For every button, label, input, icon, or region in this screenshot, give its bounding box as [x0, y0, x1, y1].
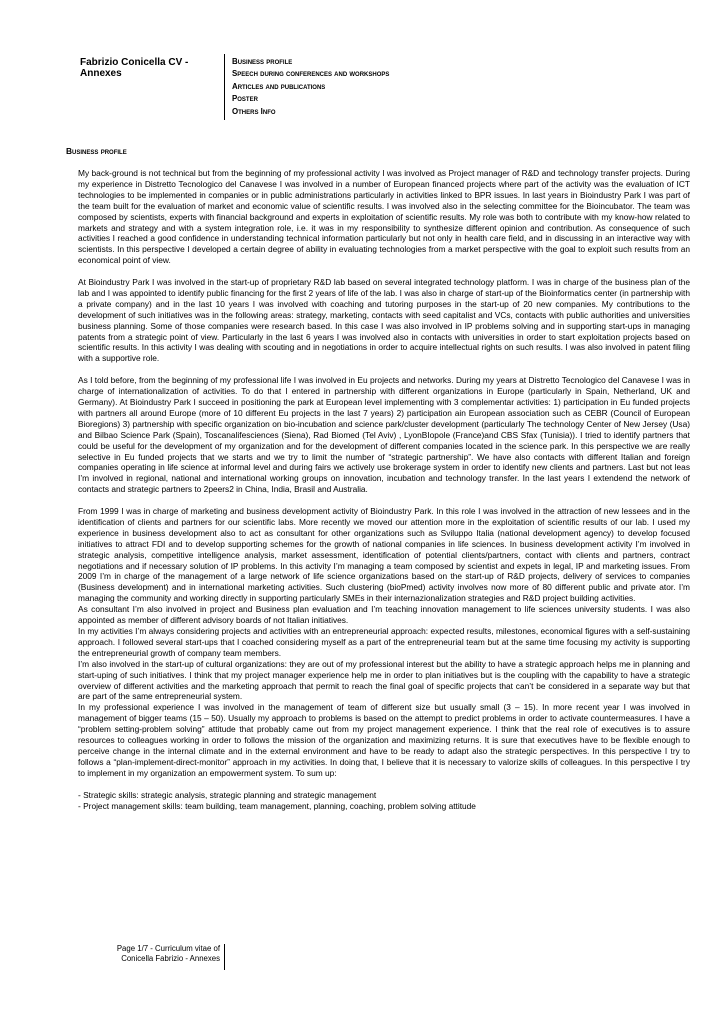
link-speech-conferences[interactable]: Speech during conferences and workshops: [232, 69, 390, 79]
section-title: Business profile: [66, 146, 127, 156]
paragraph: In my activities I’m always considering projects and activities with an entrepreneurial approach: expected results, milestones, economical figures with a self-sustaining approach. I followed several start-ups that I coached considering myself as a part of the entrepreneurial team but at the same time focusing my activity is supporting the entrepreneurial growth of company team members.: [78, 626, 690, 658]
footer-divider: [224, 944, 225, 970]
list-item: - Project management skills: team building, team management, planning, coaching, problem solving attitude: [78, 800, 476, 811]
paragraph: In my professional experience I was involved in the management of team of different size but usually small (3 – 15). In more recent year I was involved in management of bigger teams (15 – 50). Usually my approach to problems is based on the attempt to predict problems in order to activate countermeasures. I have a “problem setting-problem solving” attitude that probably came out from my project management experience. I think that the real role of executives is to assure resources to colleagues working in order to follows the mission of the organization and maximizing returns. It is sure that executives have to be flexible enough to perceive change in the internal climate and in the external environment and have to be ready to adapt also the strategic perspectives. In this perspective I try to follows a “plan-implement-direct-monitor” approach in my activities. In doing that, I believe that it is necessary to valorize skills of colleagues. In this perspective I try to implement in my organization an empowerment system. To sum up:: [78, 702, 690, 778]
link-articles-publications[interactable]: Articles and publications: [232, 81, 326, 91]
header-divider: [224, 54, 225, 120]
link-poster[interactable]: Poster: [232, 94, 258, 104]
footer-line: Page 1/7 - Curriculum vitae of: [116, 944, 220, 953]
list-item: - Strategic skills: strategic analysis, strategic planning and strategic management: [78, 789, 377, 800]
paragraph: I’m also involved in the start-up of cultural organizations: they are out of my professional interest but the ability to have a strategic approach helps me in planning and start-uping of such initiatives. I think that my project manager experience help me in order to plan initiatives but is the coupling with the capability to have a strategic overview of different activities and the marketing approach that permit to reach the final goal of specific projects that can’t be considered in a separate way but that are part of the same entrepreneurial system.: [78, 658, 690, 702]
footer-text: [20, 944, 220, 964]
document-title: Fabrizio Conicella CV - Annexes: [80, 57, 189, 79]
footer-line: Conicella Fabrizio - Annexes: [121, 954, 220, 963]
paragraph: As I told before, from the beginning of my professional life I was involved in Eu projects and networks. During my years at Distretto Tecnologico del Canavese I was in charge of internationalization of activities. To do that I entered in partnership with different organizations in Europe (particularly in Spain, Netherland, UK and Germany). At Bioindustry Park I succeed in positioning the park at European level implementing with 3 complementar activities: 1) participation in Eu funded projects with partners all around Europe (more of 10 different Eu projects in the last 7 years) 2) participation ain European association such as CEBR (Council of European Bioregions) 3) partnership with specific organization on bio-incubation and science park/cluster development (particularly The technology Center of New Jersey (Usa) and Bilbao Science Park (Spain), Toscanalifesciences (Siena), Rad Biomed (Tel Aviv) , LyonBIopole (France)and CBS Sfax (Tunisia)). I tried to identify partners that could be useful for the development of my organization and for the development of different companies located in the science park. In this perspective we are really selective in Eu funded projects that we starts and we try to limit the number of “strategic partnership”. We have also contacts with different Italian and foreign companies operating in life science at informal level and during fairs we actively use brokerage system in order to identify new clients and partners. Last but not leas I’m involved in regional, national and international working groups on innovation, incubation and technology transfer. In the last years I extendend the network of contacts and strategic partners to 2peers2 in China, India, Brasil and Australia.: [78, 375, 690, 495]
paragraph: As consultant I’m also involved in project and Business plan evaluation and I’m teaching innovation management to life sciences university students. I was also appointed as member of different advisory boards of not Italian initiatives.: [78, 604, 690, 626]
paragraph: From 1999 I was in charge of marketing and business development activity of Bioindustry Park. In this role I was involved in the attraction of new lessees and in the identification of clients and partners for our scientific labs. More recently we moved our attention more in the exploitation of scientific results of our lab. I used my experience in business development also to act as consultant for other organizations such as Sviluppo Italia (national development agency) to develop focused initiatives to attract FDI and to develop supporting schemes for the growth of national companies in life sciences. In business development activity I’m involved in strategic analysis, competitive intelligence analysis, market assessment, identification of potential clients/partners, contact with clients and partners, contract negotiations and if necessary solution of IP problems. In this activity I’m managing a team composed by scientist and expets in legal, IP and marketing issues. From 2009 I’m in charge of the management of a large network of life science organizations based on the start-up of R&D projects, delivery of services to companies (Business development) and in international marketing activities. Such clustering (bioPmed) activity involves now more of 80 different public and private ator. I’m managing the community and working directly in supporting particularly SMEs in their internazionalization strategies and R&D project building activities.: [78, 506, 690, 604]
page-header: [0, 54, 724, 120]
link-business-profile[interactable]: Business profile: [232, 57, 293, 66]
section-body: [78, 168, 690, 811]
annex-index: [232, 56, 389, 118]
paragraph: My back-ground is not technical but from the beginning of my professional activity I was involved as Project manager of R&D and technology transfer projects. During my experience in Distretto Tecnologico del Canavese I was involved in a number of European financed projects where part of the activity was the evaluation of ICT technologies to be implemented in companies or in public administrations particularly in activities linked to BPR issues. In last years in Bioindustry Park I was part of the team built for the evaluation of market and economic value of scientific results. I was involved also in the selecting committee for the Bioincubator. The team was composed by scientists, experts with financial background and experts in exploitation of scientific results. My role was both to contribute with my know-how related to markets and strategy and with a system integration role, i.e. it was in my responsibility to synthesize different opinion and contribution. As consequence of such activities I reached a good confidence in understanding technical information particularly but not only in health care field, and in discussing in an interactive way with scientists. In this perspective I developed a certain degree of ability in evaluating technologies from a market perspective with the goal to exploit such results from an economical point of view.: [78, 168, 690, 266]
link-others-info[interactable]: Others Info: [232, 106, 276, 116]
page-footer: [0, 944, 724, 972]
paragraph: At Bioindustry Park I was involved in the start-up of proprietary R&D lab based on several integrated technology platform. I was in charge of the business plan of the lab and I was appointed to identify public financing for the first 2 years of life of the lab. I was also in charge of start-up of the Bioinformatics center (in partnership with a private company) and in the last 10 years I was involved with coaching and tutoring purposes in the start-up of 20 new companies. My contributions to the development of such initiatives was in the following areas: strategy, marketing, contacts with seed capitalist and VCs, contacts with public authorities and universities business planning. Some of those companies were research based. In this case I was also involved in IP problems solving and in supporting start-ups in managing patents from a strategic point of view. Particularly in the last 6 years I was involved also in contacts with universities in order to start exploitation projects based on scientific results. In this activity I was dealing with scouting and in negotiations in order to acquire intellectual rights on such results. I was also involved in patent filing with a supportive role.: [78, 277, 690, 364]
